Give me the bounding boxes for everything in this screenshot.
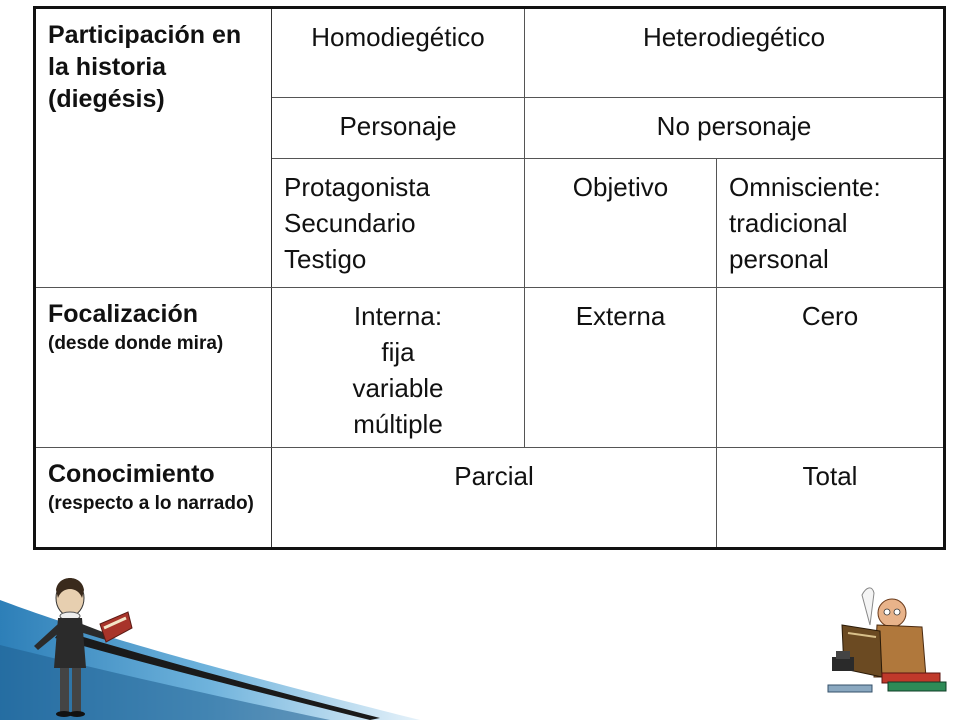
participacion-header: Participación en la historia (diegésis) bbox=[48, 21, 242, 113]
omnisciente-label: Omnisciente: bbox=[729, 172, 881, 202]
no-personaje-cell: No personaje bbox=[525, 98, 945, 159]
focalizacion-header: Focalización bbox=[48, 300, 199, 328]
interna-variable: variable bbox=[352, 373, 444, 403]
tipos-personaje-cell bbox=[272, 159, 525, 288]
interna-fija: fija bbox=[381, 337, 415, 367]
focalizacion-header-cell bbox=[35, 288, 272, 448]
participacion-header-cell bbox=[35, 8, 272, 288]
parcial-cell: Parcial bbox=[272, 448, 717, 549]
interna-cell bbox=[272, 288, 525, 448]
homodiegetico-cell: Homodiegético bbox=[272, 8, 525, 98]
interna-label: Interna: bbox=[353, 301, 443, 331]
heterodiegetico-cell: Heterodiegético bbox=[525, 8, 945, 98]
tipo-secundario: Secundario bbox=[284, 208, 416, 238]
tipo-protagonista: Protagonista bbox=[284, 172, 430, 202]
objetivo-cell: Objetivo bbox=[525, 159, 717, 288]
personaje-cell: Personaje bbox=[272, 98, 525, 159]
omnisciente-personal: personal bbox=[729, 244, 829, 274]
conocimiento-header-cell bbox=[35, 448, 272, 549]
omnisciente-cell bbox=[717, 159, 945, 288]
writer-with-books-illustration bbox=[822, 585, 952, 700]
focalizacion-subheader: (desde donde mira) bbox=[48, 333, 224, 354]
tipo-testigo: Testigo bbox=[284, 244, 367, 274]
total-cell: Total bbox=[717, 448, 945, 549]
omnisciente-tradicional: tradicional bbox=[729, 208, 848, 238]
interna-multiple: múltiple bbox=[353, 409, 443, 439]
conocimiento-subheader: (respecto a lo narrado) bbox=[48, 493, 254, 514]
narrator-table bbox=[33, 6, 946, 550]
cero-cell: Cero bbox=[717, 288, 945, 448]
conocimiento-header: Conocimiento bbox=[48, 460, 215, 488]
scholar-reading-illustration bbox=[20, 568, 140, 720]
externa-cell: Externa bbox=[525, 288, 717, 448]
